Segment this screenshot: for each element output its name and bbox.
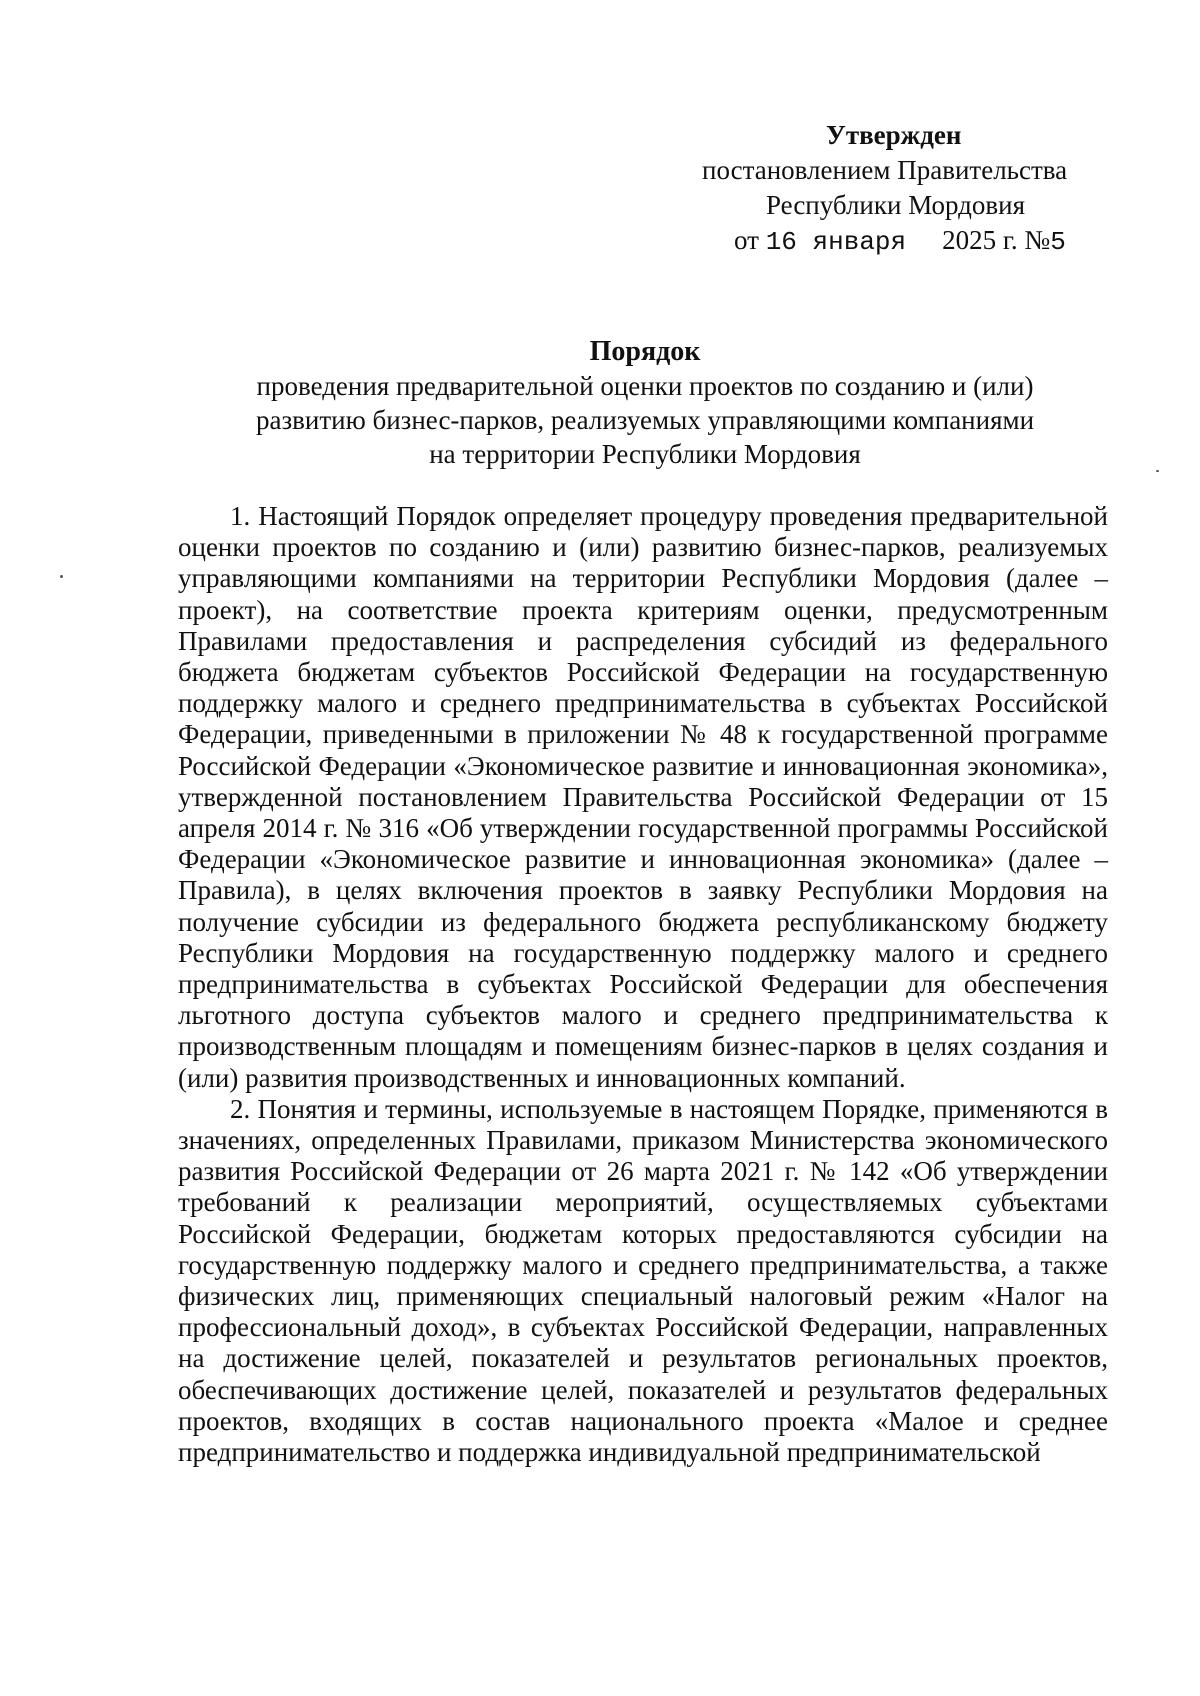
- document-subtitle-line: развитию бизнес-парков, реализуемых управляющими компаниями: [255, 405, 1035, 435]
- document-body: [178, 501, 1108, 1468]
- approval-title: Утвержден: [826, 120, 962, 150]
- scan-speck: [1156, 470, 1159, 472]
- scan-speck: [60, 575, 63, 578]
- document-title: Порядок: [589, 336, 701, 367]
- approval-line-1: постановлением Правительства: [702, 155, 1068, 185]
- document-subtitle-line: проведения предварительной оценки проектов по созданию и (или): [256, 371, 1034, 401]
- number-sign: №: [1024, 225, 1051, 255]
- date-value: 16 января: [765, 227, 907, 257]
- paragraph-1: 1. Настоящий Порядок определяет процедуру проведения предварительной оценки проектов по созданию и (или) развитию бизнес-парков, реализуемых управляющими компаниями на территории Республики Мордовия (далее – проект), на соответствие проекта критериям оценки, предусмотренным Правилами предоставления и распределения субсидий из федерального бюджета бюджетам субъектов Российской Федерации на государственную поддержку малого и среднего предпринимательства в субъектах Российской Федерации, приведенными в приложении № 48 к государственной программе Российской Федерации «Экономическое развитие и инновационная экономика», утвержденной постановлением Правительства Российской Федерации от 15 апреля 2014 г. № 316 «Об утверждении государственной программы Российской Федерации «Экономическое развитие и инновационная экономика» (далее – Правила), в целях включения проектов в заявку Республики Мордовия на получение субсидии из федерального бюджета республиканскому бюджету Республики Мордовия на государственную поддержку малого и среднего предпринимательства в субъектах Российской Федерации для обеспечения льготного доступа субъектов малого и среднего предпринимательства к производственным площадям и помещениям бизнес-парков в целях создания и (или) развития производственных и инновационных компаний.: [178, 501, 1108, 1093]
- approval-stamp: [690, 118, 1110, 260]
- date-year: 2025 г.: [942, 225, 1018, 255]
- number-value: 5: [1050, 227, 1066, 257]
- approval-line-2: Республики Мордовия: [766, 190, 1026, 220]
- approval-date-line: [690, 223, 1110, 260]
- date-prefix: от: [734, 225, 759, 255]
- document-heading: [180, 335, 1110, 471]
- paragraph-2: 2. Понятия и термины, используемые в настоящем Порядке, применяются в значениях, определенных Правилами, приказом Министерства экономического развития Российской Федерации от 26 марта 2021 г. № 142 «Об утверждении требований к реализации мероприятий, осуществляемых субъектами Российской Федерации, бюджетам которых предоставляются субсидии на государственную поддержку малого и среднего предпринимательства, а также физических лиц, применяющих специальный налоговый режим «Налог на профессиональный доход», в субъектах Российской Федерации, направленных на достижение целей, показателей и результатов региональных проектов, обеспечивающих достижение целей, показателей и результатов федеральных проектов, входящих в состав национального проекта «Малое и среднее предпринимательство и поддержка индивидуальной предпринимательской: [178, 1093, 1108, 1468]
- document-subtitle-line: на территории Республики Мордовия: [429, 439, 861, 469]
